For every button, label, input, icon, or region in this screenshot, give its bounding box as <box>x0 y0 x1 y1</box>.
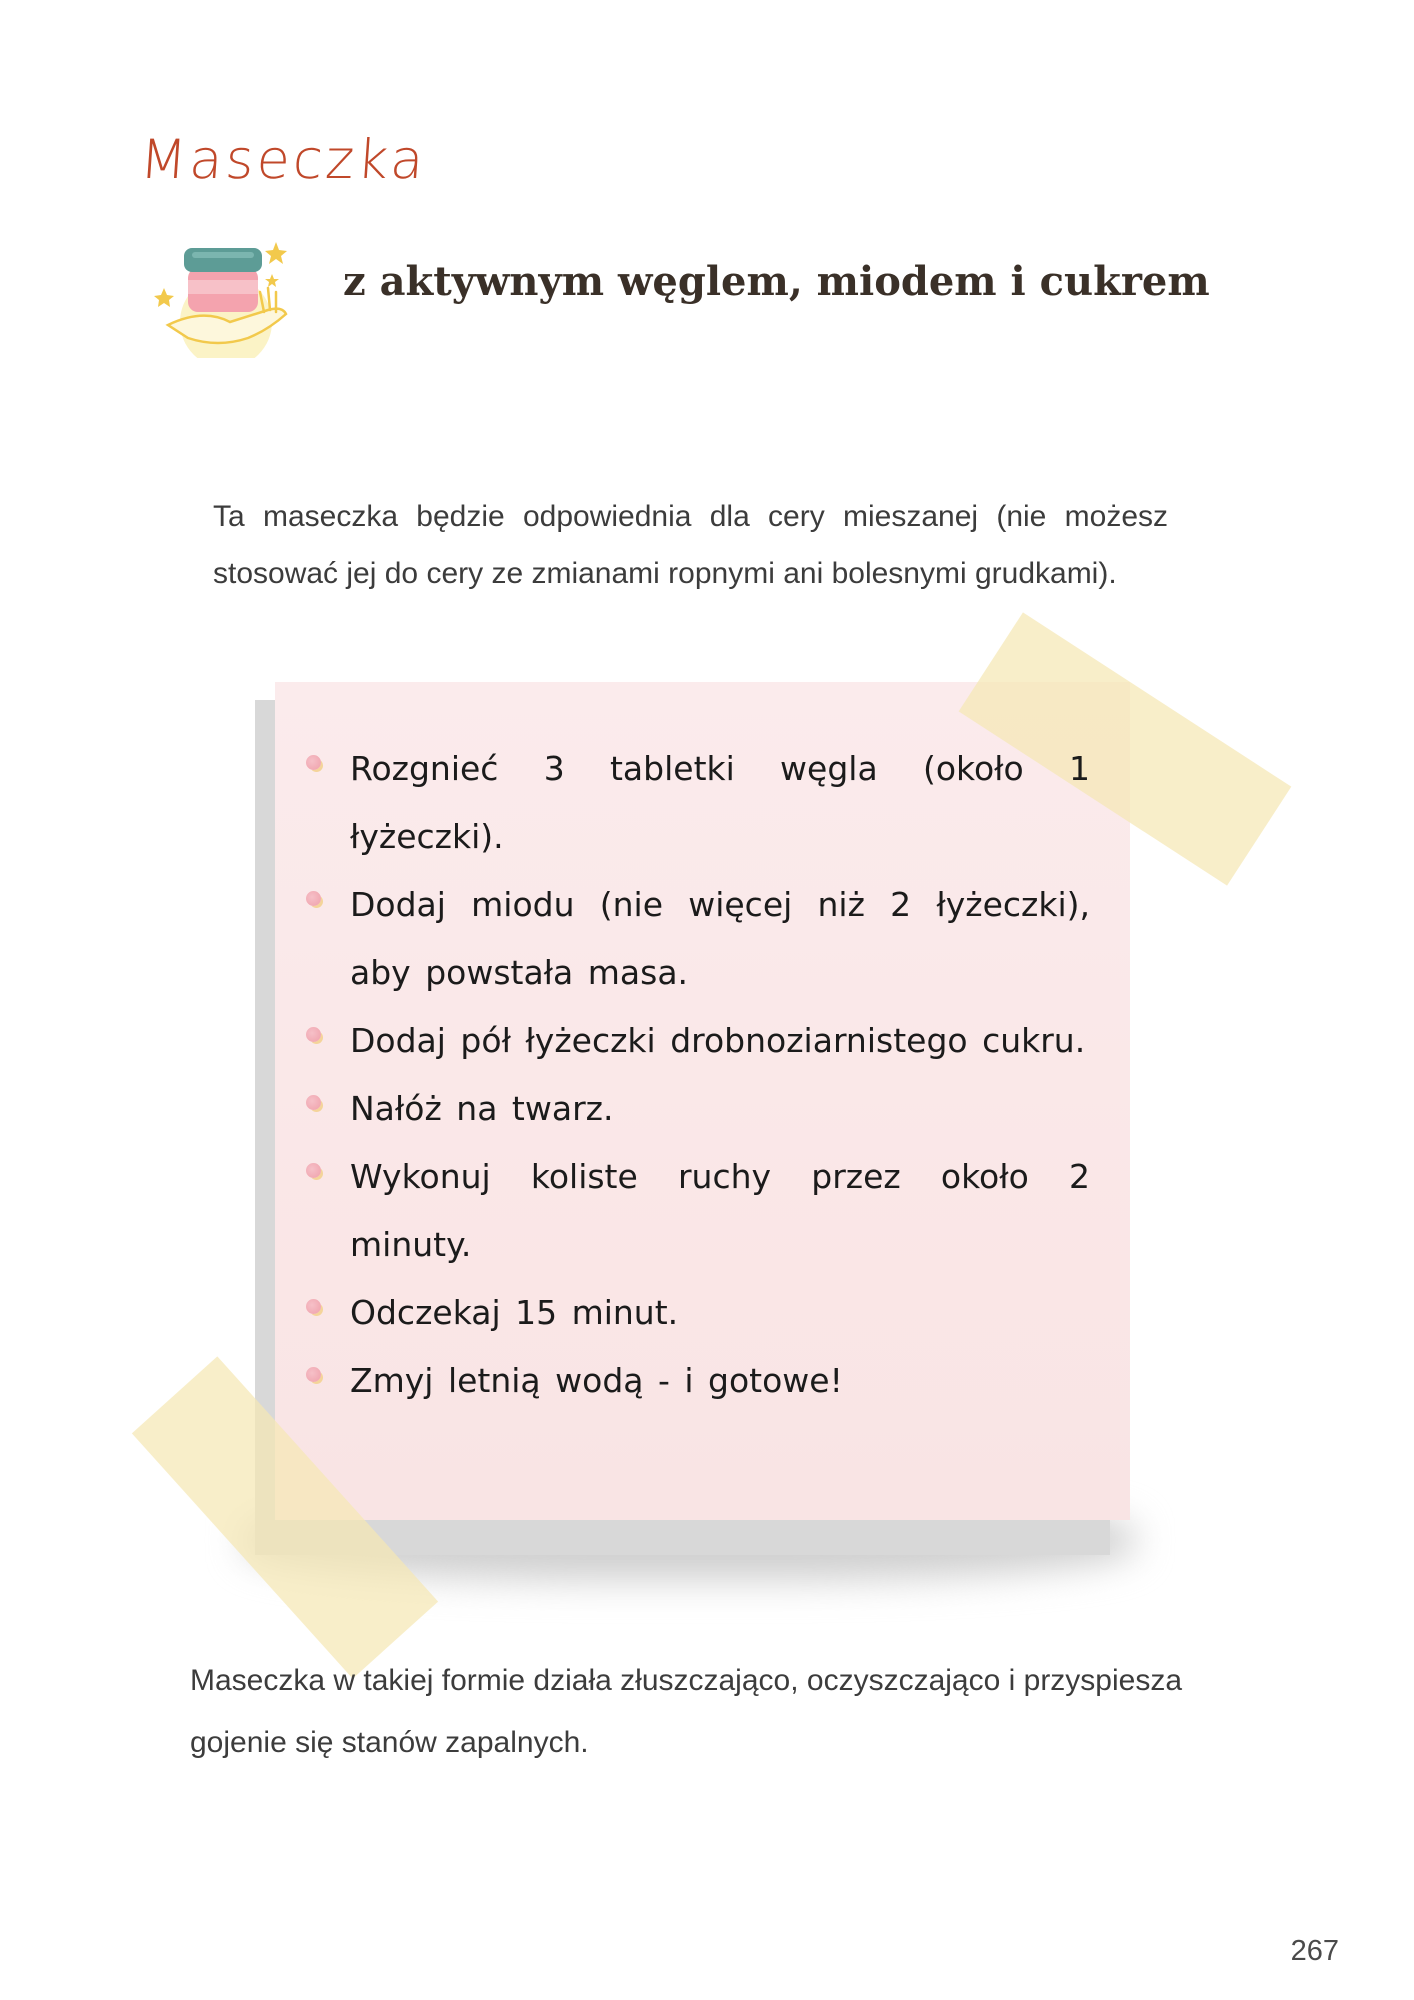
step-text: Rozgnieć 3 tabletki węgla (około 1 łyżeczki). <box>350 749 1090 856</box>
pink-dot-icon <box>306 1027 321 1042</box>
step-text: Dodaj pół łyżeczki drobnoziarnistego cukru. <box>350 1021 1086 1060</box>
pink-dot-icon <box>306 891 321 906</box>
recipe-subtitle: z aktywnym węglem, miodem i cukrem <box>343 258 1210 305</box>
list-item <box>300 1143 1090 1279</box>
step-text: Wykonuj koliste ruchy przez około 2 minuty. <box>350 1157 1090 1264</box>
steps-list <box>300 735 1090 1415</box>
script-title: Maseczka <box>137 128 429 191</box>
list-item <box>300 1347 1090 1415</box>
intro-paragraph: Ta maseczka będzie odpowiednia dla cery mieszanej (nie możesz stosować jej do cery ze zmianami ropnymi ani bolesnymi grudkami). <box>213 500 1168 590</box>
pink-dot-icon <box>306 755 321 770</box>
outro-paragraph: Maseczka w takiej formie działa złuszczająco, oczyszczająco i przyspiesza gojenie się stanów zapalnych. <box>190 1664 1183 1759</box>
pink-dot-icon <box>306 1299 321 1314</box>
list-item <box>300 735 1090 871</box>
pink-dot-icon <box>306 1163 321 1178</box>
list-item <box>300 1007 1090 1075</box>
step-text: Nałóż na twarz. <box>350 1089 614 1128</box>
step-text: Odczekaj 15 minut. <box>350 1293 679 1332</box>
list-item <box>300 1279 1090 1347</box>
list-item <box>300 1075 1090 1143</box>
pink-dot-icon <box>306 1095 321 1110</box>
step-text: Zmyj letnią wodą - i gotowe! <box>350 1361 843 1400</box>
step-text: Dodaj miodu (nie więcej niż 2 łyżeczki), aby powstała masa. <box>350 885 1090 992</box>
page-number: 267 <box>1290 1935 1339 1967</box>
list-item <box>300 871 1090 1007</box>
cream-jar-in-hand-icon <box>148 230 303 358</box>
pink-dot-icon <box>306 1367 321 1382</box>
